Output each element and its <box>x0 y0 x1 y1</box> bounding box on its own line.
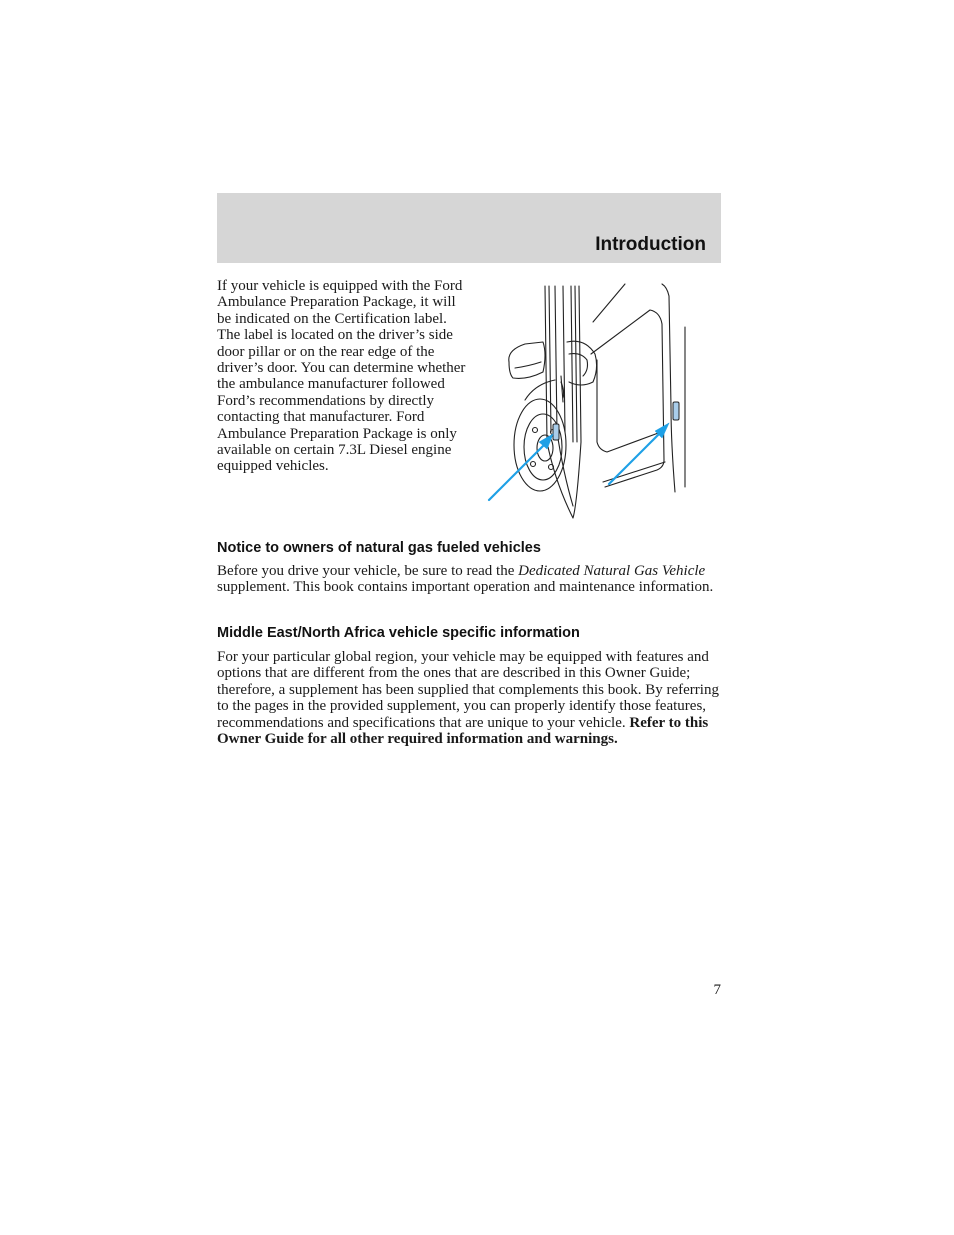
mena-paragraph <box>217 649 721 747</box>
mena-bold-notice: Refer to this Owner Guide for all other required information and warnings. <box>217 714 709 748</box>
section-title: Introduction <box>595 234 706 255</box>
natural-gas-heading: Notice to owners of natural gas fueled vehicles <box>217 540 541 556</box>
ambulance-package-paragraph: If your vehicle is equipped with the Ford Ambulance Preparation Package, it will be indicated on the Certification label. The label is located on the driver’s side door pillar or on the rear edge of the driver’s door. You can determine whether the ambulance manufacturer followed Ford’s recommendations by directly contacting that manufacturer. Ford Ambulance Preparation Package is only available on certain 7.3L Diesel engine equipped vehicles. <box>217 278 466 475</box>
natural-gas-paragraph <box>217 563 721 596</box>
page-number: 7 <box>713 982 721 998</box>
mena-heading: Middle East/North Africa vehicle specific information <box>217 625 580 641</box>
section-header-band <box>217 193 721 263</box>
natural-gas-text-before: Before you drive your vehicle, be sure to read the <box>217 563 519 579</box>
natural-gas-text-after: supplement. This book contains important operation and maintenance information. <box>217 579 714 596</box>
door-label-location-illustration <box>485 282 695 522</box>
natural-gas-supplement-title: Dedicated Natural Gas Vehicle <box>518 563 706 579</box>
mena-text: For your particular global region, your vehicle may be equipped with features and options that are different from the ones that are described in this Owner Guide; therefore, a supplement has been supplied that complements this book. By referring to the pages in the provided supplement, you can properly identify those features, recommendations and specifications that are unique to your vehicle. <box>217 649 719 731</box>
